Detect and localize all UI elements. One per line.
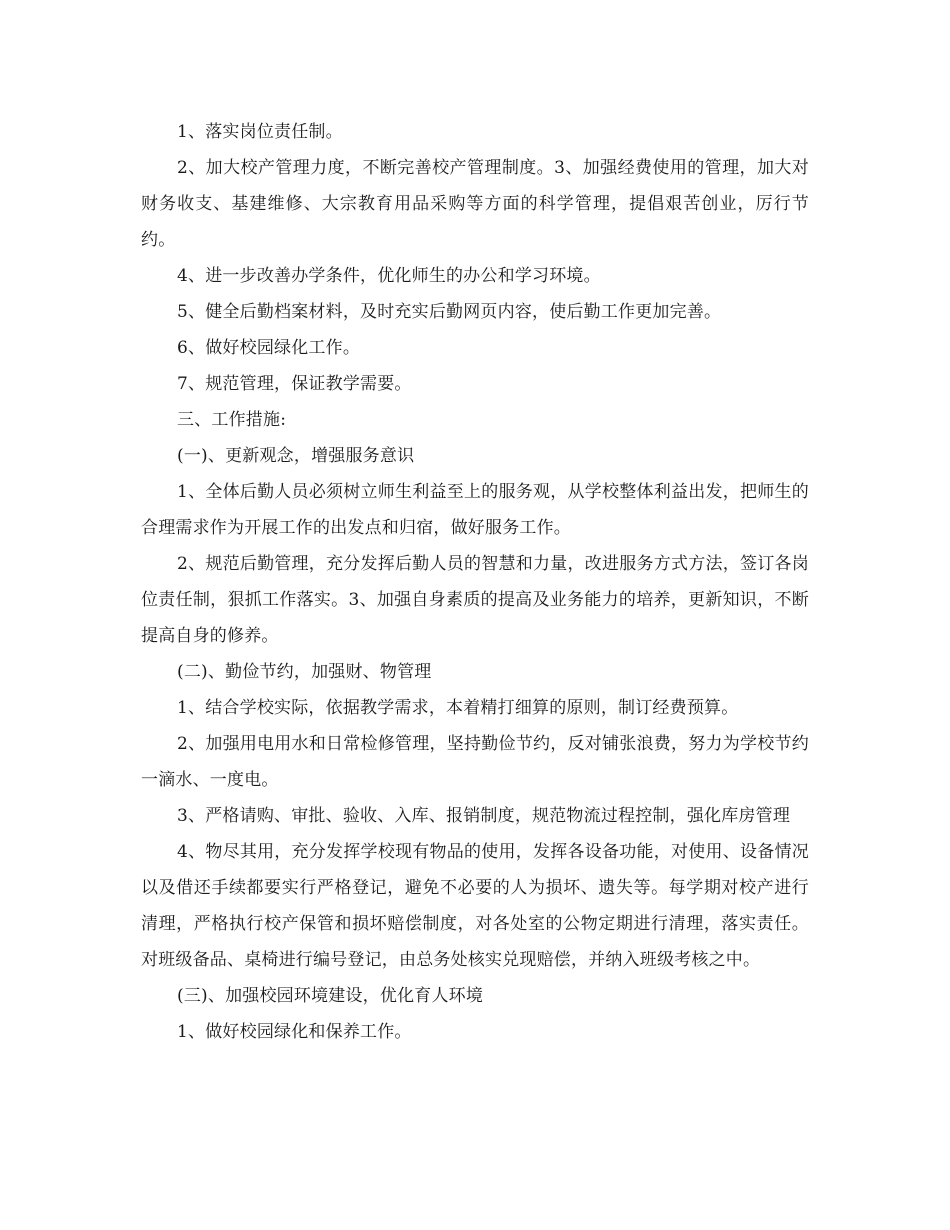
- paragraph-2: 2、加大校产管理力度，不断完善校产管理制度。3、加强经费使用的管理，加大对财务收支、基建维修、大宗教育用品采购等方面的科学管理，提倡艰苦创业，厉行节约。: [141, 158, 809, 250]
- paragraph-10: 2、加强用电用水和日常检修管理，坚持勤俭节约，反对铺张浪费，努力为学校节约一滴水、一度电。: [141, 734, 809, 790]
- document-body: [141, 114, 809, 1050]
- paragraph-12: 4、物尽其用，充分发挥学校现有物品的使用，发挥各设备功能，对使用、设备情况以及借还手续都要实行严格登记，避免不必要的人为损坏、遗失等。每学期对校产进行清理，严格执行校产保管和损坏赔偿制度，对各处室的公物定期进行清理，落实责任。对班级备品、桌椅进行编号登记，由总务处核实兑现赔偿，并纳入班级考核之中。: [141, 842, 809, 970]
- paragraph-11: 3、严格请购、审批、验收、入库、报销制度，规范物流过程控制，强化库房管理: [177, 806, 791, 826]
- subsection-heading-2: (二)、勤俭节约，加强财、物管理: [177, 662, 432, 682]
- subsection-heading-3: (三)、加强校园环境建设，优化育人环境: [177, 986, 484, 1006]
- paragraph-3: 4、进一步改善办学条件，优化师生的办公和学习环境。: [177, 266, 601, 286]
- paragraph-13: 1、做好校园绿化和保养工作。: [177, 1022, 412, 1042]
- paragraph-8: 2、规范后勤管理，充分发挥后勤人员的智慧和力量，改进服务方式方法，签订各岗位责任制，狠抓工作落实。3、加强自身素质的提高及业务能力的培养，更新知识，不断提高自身的修养。: [141, 554, 809, 646]
- paragraph-4: 5、健全后勤档案材料，及时充实后勤网页内容，使后勤工作更加完善。: [177, 302, 722, 322]
- paragraph-7: 1、全体后勤人员必须树立师生利益至上的服务观，从学校整体利益出发，把师生的合理需求作为开展工作的出发点和归宿，做好服务工作。: [141, 482, 809, 538]
- paragraph-6: 7、规范管理，保证教学需要。: [177, 374, 412, 394]
- paragraph-1: 1、落实岗位责任制。: [177, 122, 343, 142]
- section-heading-measures: 三、工作措施:: [177, 410, 287, 430]
- paragraph-5: 6、做好校园绿化工作。: [177, 338, 361, 358]
- paragraph-9: 1、结合学校实际，依据教学需求，本着精打细算的原则，制订经费预算。: [177, 698, 739, 718]
- subsection-heading-1: (一)、更新观念，增强服务意识: [177, 446, 415, 466]
